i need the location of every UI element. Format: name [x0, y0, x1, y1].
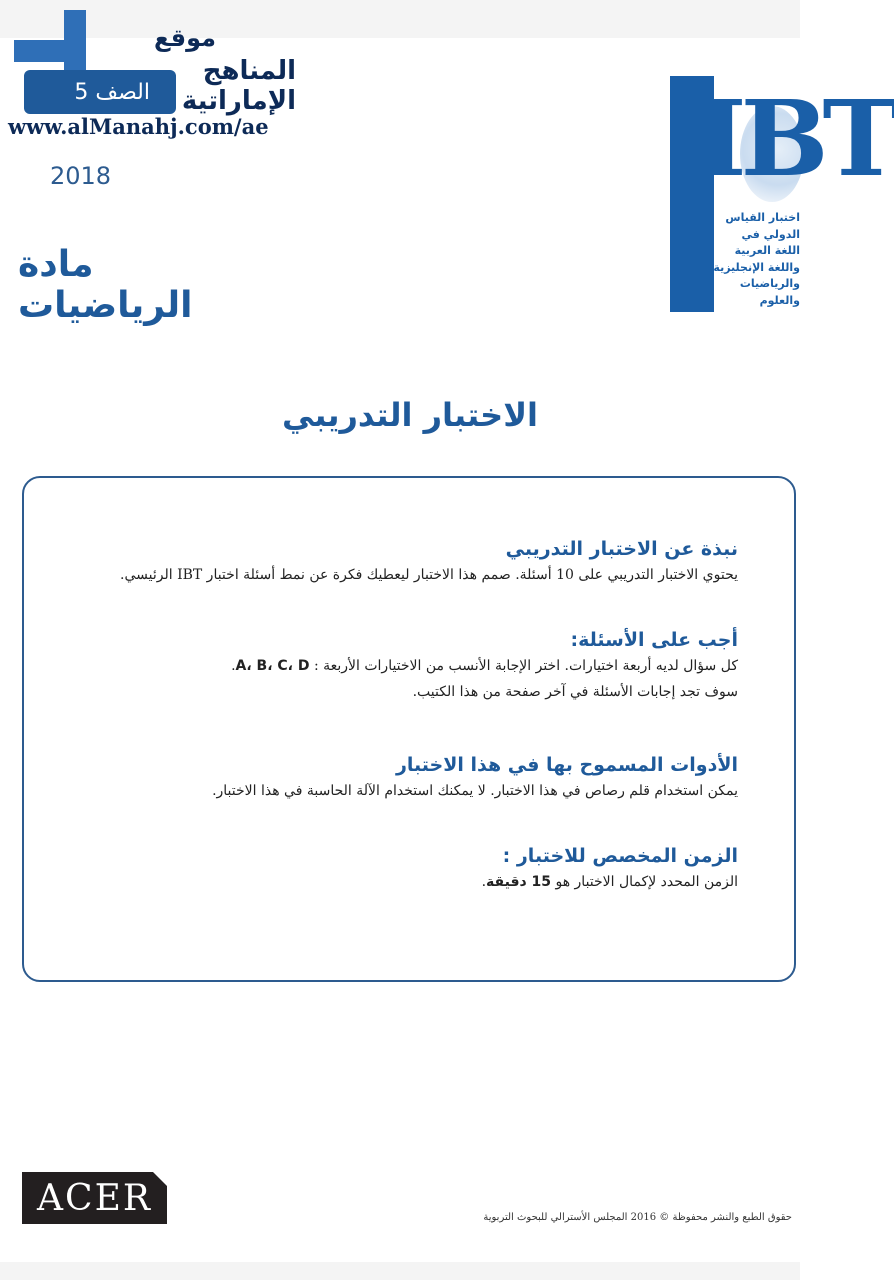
section-tools — [38, 752, 738, 804]
acer-logo-text: ACER — [37, 1177, 152, 1219]
acer-logo — [22, 1172, 167, 1224]
section-text: سوف تجد إجابات الأسئلة في آخر صفحة من هذا الكتيب. — [412, 684, 738, 700]
bottom-strip — [0, 1262, 800, 1280]
time-duration: 15 دقيقة — [486, 874, 552, 890]
answer-instruction: كل سؤال لديه أربعة اختيارات. اختر الإجابة الأنسب من الاختيارات الأربعة : — [309, 658, 738, 674]
acer-logo-corner — [153, 1172, 167, 1186]
time-text: الزمن المحدد لإكمال الاختبار هو — [551, 874, 738, 890]
grade-label: الصف 5 — [74, 79, 150, 105]
ibt-logo-line: واللغة الإنجليزية — [713, 260, 800, 274]
page-title: الاختبار التدريبي — [282, 396, 538, 434]
time-period: . — [481, 874, 487, 890]
subject-title: مادة الرياضيات — [18, 244, 193, 326]
watermark-cross-horizontal — [14, 40, 84, 62]
watermark-site-label: موقع — [153, 24, 216, 52]
section-heading: الزمن المخصص للاختبار : — [502, 845, 738, 867]
ibt-logo — [670, 76, 894, 312]
section-heading: نبذة عن الاختبار التدريبي — [505, 538, 738, 560]
section-text — [38, 653, 738, 679]
answer-period: . — [231, 658, 236, 674]
year: 2018 — [50, 162, 112, 190]
section-text: يمكن استخدام قلم رصاص في هذا الاختبار. لا يمكنك استخدام الآلة الحاسبة في هذا الاختبار. — [212, 783, 738, 799]
copyright-notice: حقوق الطبع والنشر محفوظة © 2016 المجلس الأسترالي للبحوث التربوية — [483, 1212, 792, 1223]
ibt-logo-line: والرياضيات — [739, 277, 800, 290]
ibt-logo-line: اللغة العربية — [734, 244, 800, 257]
section-about — [38, 536, 738, 588]
watermark-site-name: المناهج الإماراتية — [181, 56, 296, 116]
section-time — [38, 843, 738, 895]
watermark-url[interactable]: www.alManahj.com/ae — [8, 114, 269, 139]
section-answer — [38, 627, 738, 705]
ibt-logo-caption — [713, 210, 800, 309]
ibt-logo-letters: IBT — [698, 77, 894, 200]
ibt-logo-line: والعلوم — [759, 293, 800, 307]
ibt-logo-line: اختبار القياس — [725, 211, 800, 224]
section-heading: أجب على الأسئلة: — [570, 629, 738, 651]
ibt-logo-line: الدولي في — [741, 227, 800, 241]
section-heading: الأدوات المسموح بها في هذا الاختبار — [395, 754, 738, 776]
section-text — [38, 869, 738, 895]
answer-options: A، B، C، D — [235, 658, 310, 674]
section-text: يحتوي الاختبار التدريبي على 10 أسئلة. صمم هذا الاختبار ليعطيك فكرة عن نمط أسئلة اختبار IBT الرئيسي. — [120, 567, 738, 583]
top-strip — [0, 0, 800, 38]
